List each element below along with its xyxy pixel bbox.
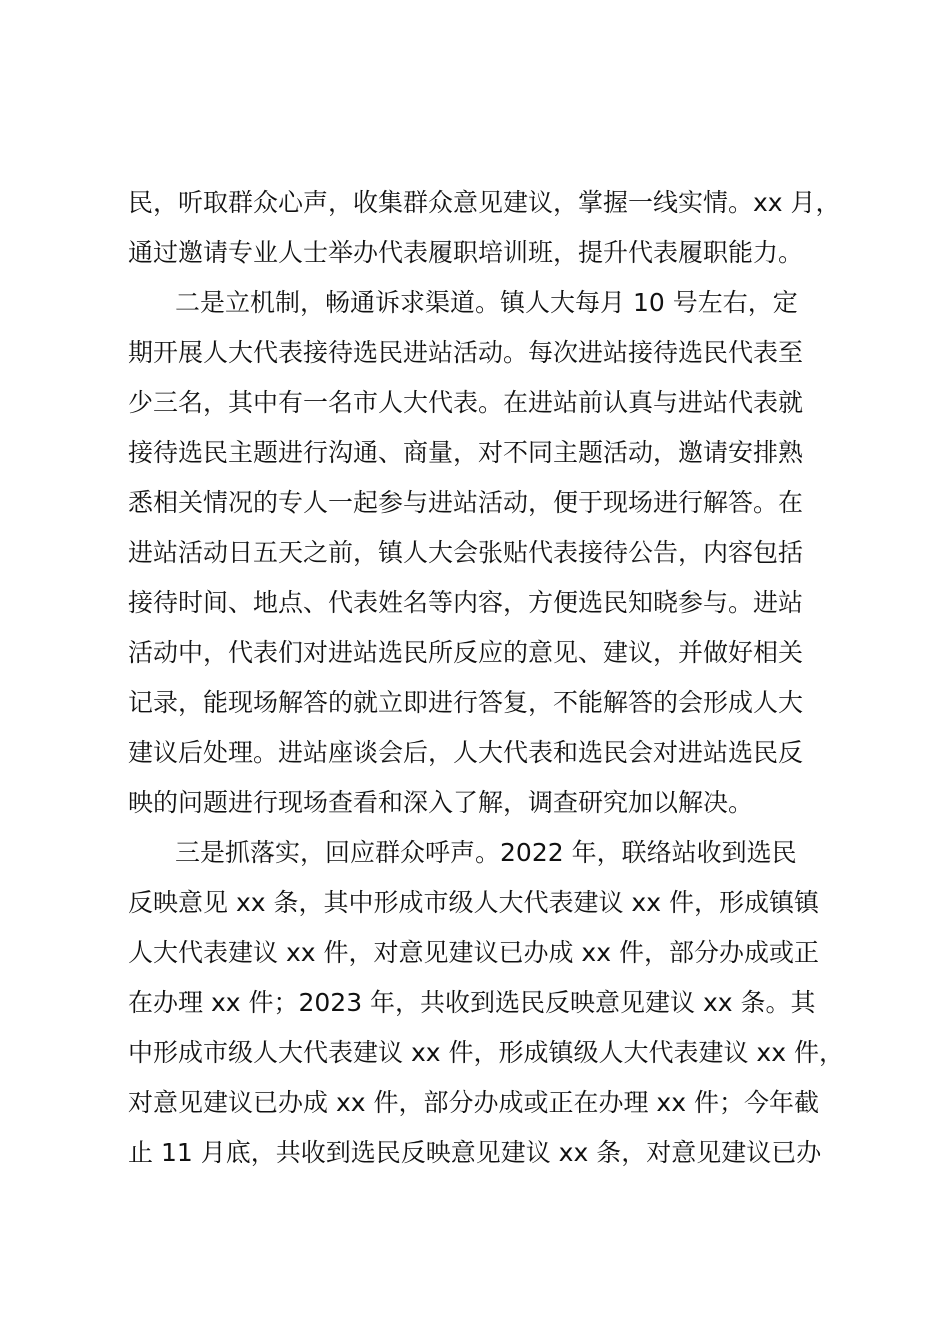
text-line: 记录，能现场解答的就立即进行答复，不能解答的会形成人大 [128, 688, 804, 717]
paragraph-start-line: 三是抓落实，回应群众呼声。2022 年，联络站收到选民 [175, 838, 797, 867]
text-line: 通过邀请专业人士举办代表履职培训班，提升代表履职能力。 [128, 238, 804, 267]
text-line: 中形成市级人大代表建议 xx 件，形成镇级人大代表建议 xx 件， [128, 1038, 844, 1067]
text-line: 对意见建议已办成 xx 件，部分办成或正在办理 xx 件；今年截 [128, 1088, 819, 1117]
text-line: 进站活动日五天之前，镇人大会张贴代表接待公告，内容包括 [128, 538, 804, 567]
text-line: 接待时间、地点、代表姓名等内容，方便选民知晓参与。进站 [128, 588, 804, 617]
body-text [128, 178, 858, 1178]
text-line: 映的问题进行现场查看和深入了解，调查研究加以解决。 [128, 788, 754, 817]
text-line: 民，听取群众心声，收集群众意见建议，掌握一线实情。xx 月， [128, 188, 841, 217]
text-line: 反映意见 xx 条，其中形成市级人大代表建议 xx 件，形成镇镇 [128, 888, 819, 917]
text-line: 接待选民主题进行沟通、商量，对不同主题活动，邀请安排熟 [128, 438, 804, 467]
text-line: 悉相关情况的专人一起参与进站活动，便于现场进行解答。在 [128, 488, 804, 517]
text-line: 期开展人大代表接待选民进站活动。每次进站接待选民代表至 [128, 338, 804, 367]
text-line: 建议后处理。进站座谈会后，人大代表和选民会对进站选民反 [128, 738, 804, 767]
text-line: 止 11 月底，共收到选民反映意见建议 xx 条，对意见建议已办 [128, 1138, 822, 1167]
text-line: 活动中，代表们对进站选民所反应的意见、建议，并做好相关 [128, 638, 804, 667]
text-line: 少三名，其中有一名市人大代表。在进站前认真与进站代表就 [128, 388, 804, 417]
text-line: 在办理 xx 件；2023 年，共收到选民反映意见建议 xx 条。其 [128, 988, 816, 1017]
text-line: 人大代表建议 xx 件，对意见建议已办成 xx 件，部分办成或正 [128, 938, 819, 967]
paragraph-start-line: 二是立机制，畅通诉求渠道。镇人大每月 10 号左右，定 [175, 288, 798, 317]
